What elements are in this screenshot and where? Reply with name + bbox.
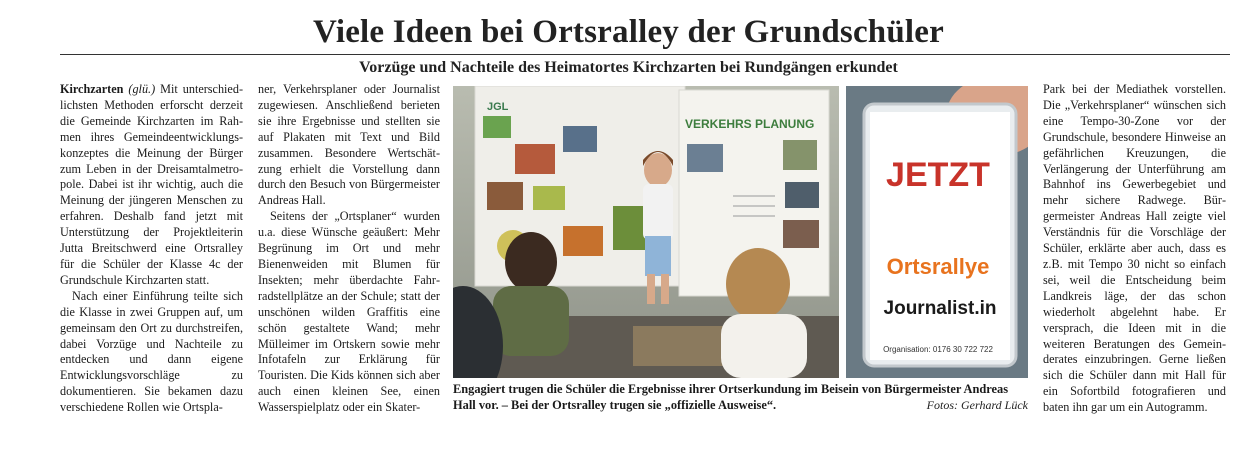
classroom-photo-drawing — [453, 86, 839, 378]
dateline: Kirchzarten — [60, 82, 124, 96]
headline-rule — [60, 54, 1230, 55]
article-column-1 — [60, 82, 243, 416]
paragraph-5: Park bei der Mediathek vorstellen. Die „Verkehrsplaner“ wünschen sich eine Tempo-30-Zone vor der Grundschule, besondere Hinweise an gefährlichen Kreuzungen, die Verlängerung der Unterführung am Bahnhof ins Gewerbegebiet und mehr sichere Radwege. Bürgermeister Andreas Hall zeigte viel Verständnis für die Vorschläge der Schüler, erklärte aber auch, dass es z.B. mit Tempo 30 nicht so einfach sei, weil die Entscheidung beim Landkreis läge, der das schon wiederholt abgelehnt habe. Er versprach, die Ideen mit in die weiteren Beratungen des Gemeinderates einzubringen. Gerne ließen sich die Schüler dann mit Hall für ein Sofortbild fotografieren und baten ihn gar um ein Autogramm. — [1043, 82, 1226, 415]
author-tag: (glü.) — [128, 82, 156, 96]
paragraph-3: ner, Verkehrsplaner oder Journalist zugewiesen. Anschließend berieten sie ihre Ergebnisse und stellten sie auf Plakaten mit Text und Bild zusammen. Besondere Wertschätzung erhielt die Vorstellung dann durch den Besuch von Bürgermeister Andreas Hall. — [258, 82, 440, 208]
paragraph-text: Mit unterschiedlichsten Methoden erforscht derzeit die Gemeinde Kirchzarten im Rahmen ihres Gemeindeentwicklungskonzeptes die Meinung der Bürger zum Leben in der Dreisamtalmetropole. Dabei ist ihr wichtig, auch die Meinung der jüngeren Menschen zu erfahren. Deshalb fand jetzt mit Unterstützung der Projektleiterin Jutta Breitschwerd eine Ortsralley für die Schüler der Klasse 4c der Grundschule Kirchzarten statt. — [60, 82, 243, 287]
article-column-3 — [1043, 82, 1226, 416]
subheadline: Vorzüge und Nachteile des Heimatortes Kirchzarten bei Rundgängen erkundet — [359, 59, 898, 76]
badge-role: Journalist.in — [883, 298, 997, 319]
poster-title: VERKEHRS PLANUNG — [685, 117, 815, 131]
classroom-photo — [453, 86, 839, 378]
badge-org-line: Organisation: 0176 30 722 722 — [883, 345, 993, 354]
paragraph-1 — [60, 82, 243, 289]
headline: Viele Ideen bei Ortsralley der Grundschüler — [313, 14, 944, 50]
paragraph-4: Seitens der „Ortsplaner“ wurden u.a. diese Wünsche geäußert: Mehr Begrünung im Ort und mehr Bienenweiden mit Blumen für Insekten; mehr überdachte Fahrradstellplätze an der Schule; statt der unschönen wilden Graffitis eine schön gestaltete Wand; mehr Mülleimer im Ortskern sowie mehr Infotafeln zur Erklärung für Touristen. Die Kids können sich aber auch einen kleinen See, einen Wasserspielplatz oder ein Skater- — [258, 209, 440, 415]
badge-photo — [846, 86, 1028, 378]
badge-word-middle: Ortsrallye — [886, 254, 990, 279]
photo-credit: Fotos: Gerhard Lück — [926, 398, 1028, 412]
article-column-2 — [258, 82, 440, 416]
poster-left-label: JGL — [487, 101, 509, 113]
paragraph-2: Nach einer Einführung teilte sich die Klasse in zwei Gruppen auf, um gemeinsam den Ort zu durchstreifen, dabei Vorzüge und Nachteile zu entdecken und dann eigene Entwicklungsvorschläge zu dokumentieren. Sie bekamen dazu verschiedene Rollen wie Ortspla- — [60, 288, 243, 415]
badge-word-top: JETZT — [886, 156, 990, 194]
photo-caption: Engagiert trugen die Schüler die Ergebnisse ihrer Ortserkundung im Beisein von Bürgermeister Andreas Hall vor. – Bei der Ortsralley trugen sie „offizielle Ausweise“. — [453, 382, 1009, 412]
badge-photo-drawing — [846, 86, 1028, 378]
